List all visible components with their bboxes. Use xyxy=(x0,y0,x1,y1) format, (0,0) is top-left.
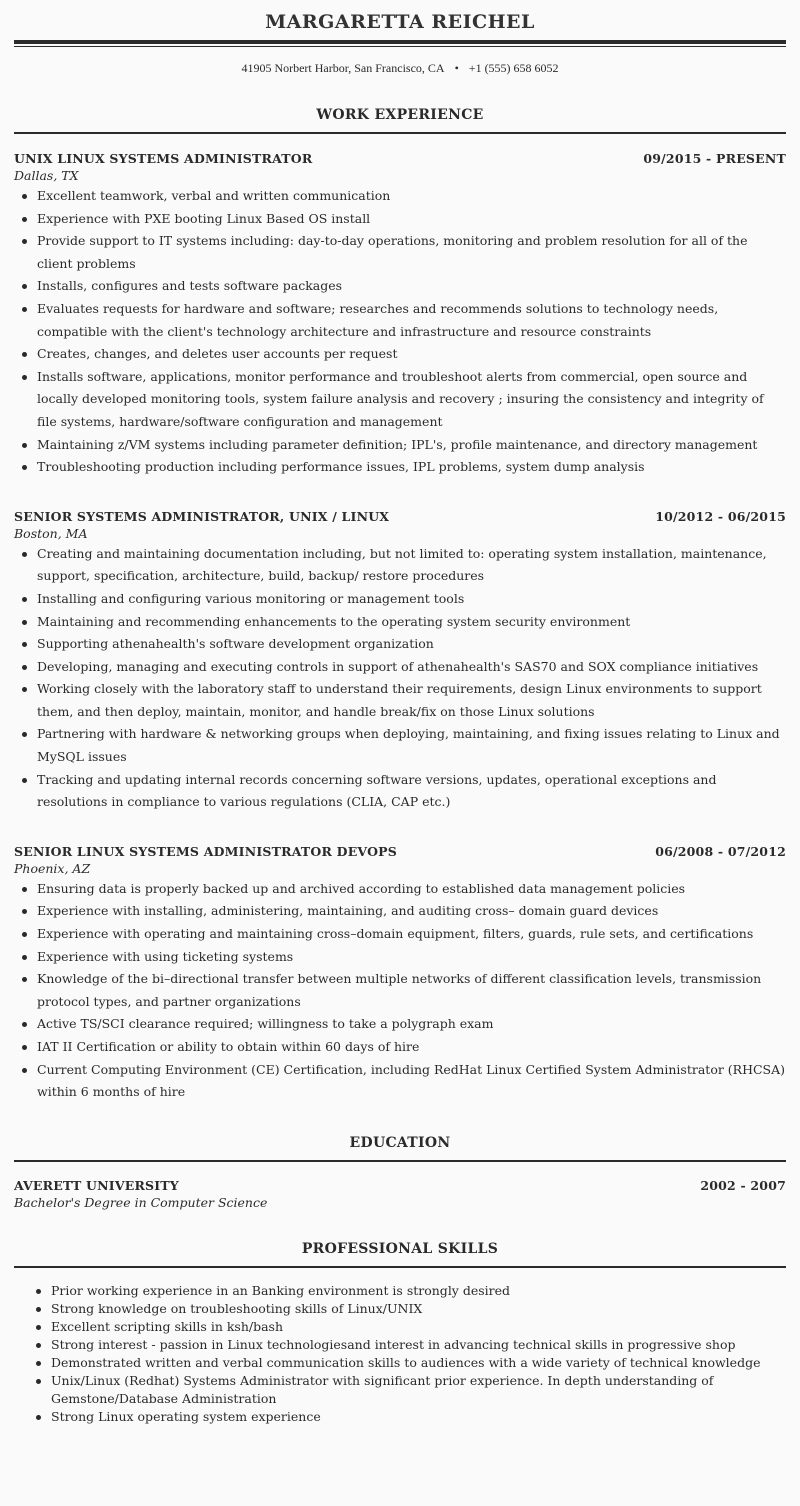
bullet-item: Evaluates requests for hardware and software; researches and recommends solutions to technology needs, compatible with the client's technology architecture and infrastructure and resource constraints xyxy=(14,298,786,343)
section-rule xyxy=(14,1160,786,1162)
bullet-item: IAT II Certification or ability to obtain within 60 days of hire xyxy=(14,1036,786,1059)
section-title-education: EDUCATION xyxy=(349,1134,451,1151)
skills-section xyxy=(14,1240,786,1426)
job-title: SENIOR SYSTEMS ADMINISTRATOR, UNIX / LINUX xyxy=(14,508,390,524)
separator-dot: • xyxy=(454,61,459,75)
work-experience-section xyxy=(14,106,786,1104)
job-bullets xyxy=(14,543,786,814)
address: 41905 Norbert Harbor, San Francisco, CA xyxy=(241,61,445,75)
candidate-name: MARGARETTA REICHEL xyxy=(265,11,535,33)
education-section xyxy=(14,1134,786,1212)
bullet-item: Developing, managing and executing controls in support of athenahealth's SAS70 and SOX compliance initiatives xyxy=(14,656,786,679)
skill-item: Demonstrated written and verbal communication skills to audiences with a wide variety of technical knowledge xyxy=(14,1354,786,1372)
bullet-item: Tracking and updating internal records concerning software versions, updates, operational exceptions and resolutions in compliance to various regulations (CLIA, CAP etc.) xyxy=(14,769,786,814)
skill-item: Unix/Linux (Redhat) Systems Administrator with significant prior experience. In depth understanding of Gemstone/Database Administration xyxy=(14,1372,786,1408)
bullet-item: Provide support to IT systems including: day-to-day operations, monitoring and problem resolution for all of the client problems xyxy=(14,230,786,275)
bullet-item: Maintaining z/VM systems including parameter definition; IPL's, profile maintenance, and directory management xyxy=(14,434,786,457)
job-title: UNIX LINUX SYSTEMS ADMINISTRATOR xyxy=(14,151,313,166)
job-location: Phoenix, AZ xyxy=(14,860,91,876)
phone: +1 (555) 658 6052 xyxy=(468,61,559,75)
skill-item: Prior working experience in an Banking environment is strongly desired xyxy=(14,1282,786,1300)
bullet-item: Creates, changes, and deletes user accounts per request xyxy=(14,343,786,366)
bullet-item: Troubleshooting production including performance issues, IPL problems, system dump analysis xyxy=(14,456,786,479)
bullet-item: Supporting athenahealth's software development organization xyxy=(14,633,786,656)
header-rule-thick xyxy=(14,40,786,44)
contact-line xyxy=(14,60,786,76)
job-location: Dallas, TX xyxy=(14,168,79,183)
bullet-item: Installing and configuring various monitoring or management tools xyxy=(14,588,786,611)
section-title-work: WORK EXPERIENCE xyxy=(316,107,484,123)
job-dates: 09/2015 - PRESENT xyxy=(643,151,786,166)
job-location: Boston, MA xyxy=(14,525,88,541)
section-title-skills: PROFESSIONAL SKILLS xyxy=(301,1240,499,1257)
bullet-item: Installs software, applications, monitor performance and troubleshoot alerts from commercial, open source and locally developed monitoring tools, system failure analysis and recovery ; insuring the consistency and integrity of file systems, hardware/software configuration and management xyxy=(14,366,786,434)
bullet-item: Experience with operating and maintaining cross–domain equipment, filters, guards, rule sets, and certifications xyxy=(14,923,786,946)
bullet-item: Creating and maintaining documentation including, but not limited to: operating system installation, maintenance, support, specification, architecture, build, backup/ restore procedures xyxy=(14,543,786,588)
bullet-item: Excellent teamwork, verbal and written communication xyxy=(14,185,786,208)
job-dates: 06/2008 - 07/2012 xyxy=(655,843,786,859)
skill-item: Excellent scripting skills in ksh/bash xyxy=(14,1318,786,1336)
section-rule xyxy=(14,132,786,134)
job-entry xyxy=(14,150,786,479)
bullet-item: Installs, configures and tests software packages xyxy=(14,275,786,298)
job-bullets xyxy=(14,185,786,479)
job-entry xyxy=(14,508,786,814)
section-rule xyxy=(14,1266,786,1268)
job-bullets xyxy=(14,878,786,1104)
education-entry xyxy=(14,1177,786,1212)
bullet-item: Ensuring data is properly backed up and archived according to established data management policies xyxy=(14,878,786,901)
bullet-item: Experience with using ticketing systems xyxy=(14,946,786,969)
bullet-item: Working closely with the laboratory staff to understand their requirements, design Linux environments to support them, and then deploy, maintain, monitor, and handle break/fix on those Linux solutions xyxy=(14,678,786,723)
bullet-item: Maintaining and recommending enhancements to the operating system security environment xyxy=(14,611,786,634)
job-title: SENIOR LINUX SYSTEMS ADMINISTRATOR DEVOPS xyxy=(14,843,398,859)
education-dates: 2002 - 2007 xyxy=(700,1177,786,1193)
bullet-item: Partnering with hardware & networking groups when deploying, maintaining, and fixing issues relating to Linux and MySQL issues xyxy=(14,723,786,768)
job-dates: 10/2012 - 06/2015 xyxy=(655,508,786,524)
bullet-item: Knowledge of the bi–directional transfer between multiple networks of different classification levels, transmission protocol types, and partner organizations xyxy=(14,968,786,1013)
bullet-item: Experience with installing, administering, maintaining, and auditing cross– domain guard devices xyxy=(14,900,786,923)
school-name: AVERETT UNIVERSITY xyxy=(14,1177,179,1193)
bullet-item: Current Computing Environment (CE) Certification, including RedHat Linux Certified System Administrator (RHCSA) within 6 months of hire xyxy=(14,1059,786,1104)
degree: Bachelor's Degree in Computer Science xyxy=(14,1194,268,1210)
skills-list xyxy=(14,1282,786,1426)
bullet-item: Active TS/SCI clearance required; willingness to take a polygraph exam xyxy=(14,1013,786,1036)
skill-item: Strong Linux operating system experience xyxy=(14,1408,786,1426)
skill-item: Strong knowledge on troubleshooting skills of Linux/UNIX xyxy=(14,1300,786,1318)
bullet-item: Experience with PXE booting Linux Based OS install xyxy=(14,208,786,231)
header-rule-thin xyxy=(14,46,786,47)
job-entry xyxy=(14,843,786,1104)
skill-item: Strong interest - passion in Linux technologiesand interest in advancing technical skills in progressive shop xyxy=(14,1336,786,1354)
